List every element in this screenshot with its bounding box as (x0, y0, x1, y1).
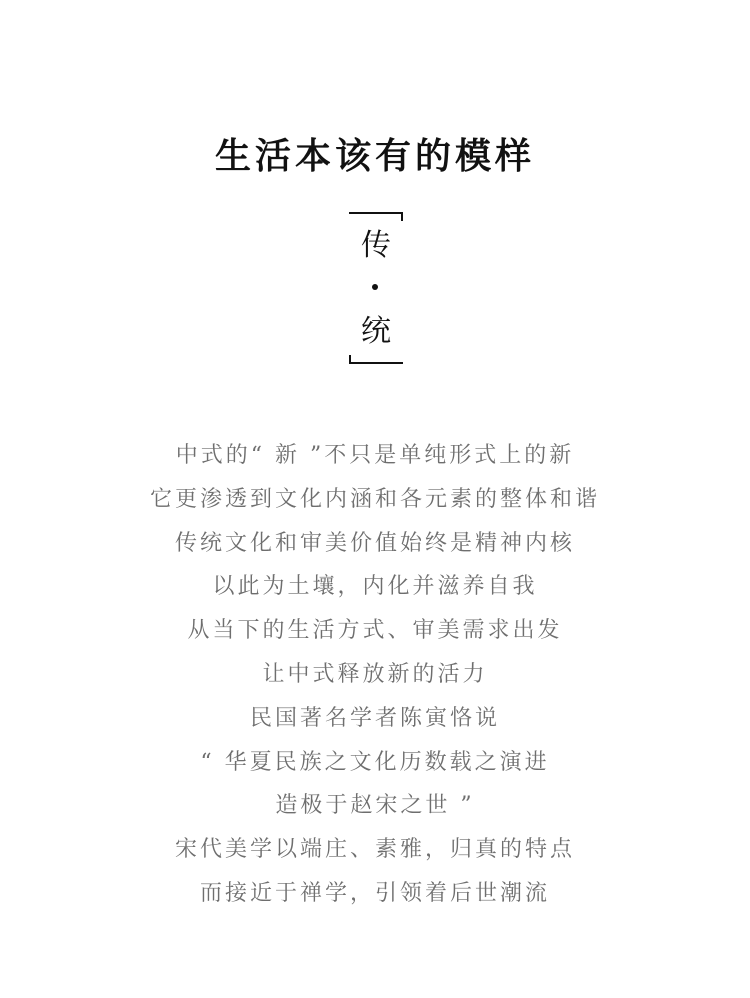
poem-line: 传统文化和审美价值始终是精神内核 (174, 530, 575, 556)
poem-line: 它更渗透到文化内涵和各元素的整体和谐 (149, 486, 600, 512)
tradition-seal (349, 212, 403, 364)
page-title: 生活本该有的模样 (214, 135, 535, 178)
seal-top-tick (401, 212, 403, 221)
poem-line: 以此为土壤，内化并滋养自我 (212, 574, 538, 600)
poem-line: 造极于赵宋之世 ” (275, 793, 475, 819)
poem-line: 中式的“ 新 ”不只是单纯形式上的新 (175, 443, 575, 468)
poem-line: 而接近于禅学，引领着后世潮流 (199, 880, 550, 906)
seal-bottom-bracket (349, 362, 403, 364)
poem-line: 民国著名学者陈寅恪说 (249, 705, 500, 731)
seal-top-bracket (349, 212, 403, 214)
seal-char-top: 传 (361, 228, 391, 263)
poem-line: 宋代美学以端庄、素雅，归真的特点 (174, 837, 575, 863)
seal-dot-separator (372, 284, 378, 290)
poem-line: 从当下的生活方式、审美需求出发 (187, 618, 563, 644)
poem-line: 让中式释放新的活力 (262, 661, 488, 687)
poem-text (0, 434, 750, 916)
poem-line: “ 华夏民族之文化历数载之演进 (200, 749, 550, 775)
seal-char-bottom: 统 (361, 314, 391, 349)
